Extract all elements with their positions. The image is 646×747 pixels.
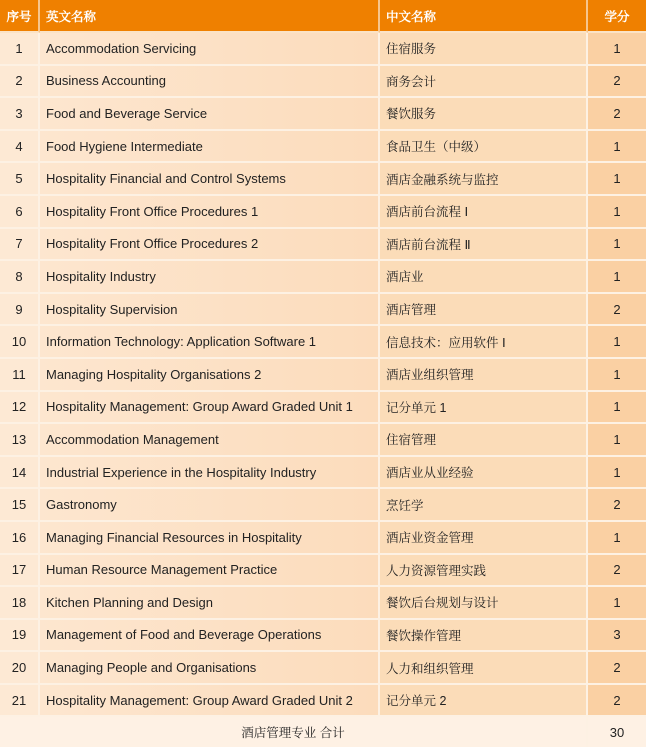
- table-row: [0, 359, 646, 392]
- row-credits: 1: [588, 424, 646, 457]
- row-index: 17: [0, 555, 40, 588]
- row-english-name: Food and Beverage Service: [40, 98, 380, 131]
- row-credits: 1: [588, 326, 646, 359]
- row-credits: 2: [588, 652, 646, 685]
- row-index: 1: [0, 33, 40, 66]
- table-row: [0, 163, 646, 196]
- row-index: 15: [0, 489, 40, 522]
- row-credits: 1: [588, 522, 646, 555]
- row-english-name: Managing Financial Resources in Hospitality: [40, 522, 380, 555]
- row-credits: 1: [588, 163, 646, 196]
- header-english-name: 英文名称: [40, 0, 380, 33]
- row-credits: 2: [588, 294, 646, 327]
- table-row: [0, 131, 646, 164]
- row-english-name: Accommodation Servicing: [40, 33, 380, 66]
- row-chinese-name: 记分单元 2: [380, 685, 588, 718]
- table-row: [0, 294, 646, 327]
- row-index: 16: [0, 522, 40, 555]
- row-index: 21: [0, 685, 40, 718]
- row-credits: 1: [588, 359, 646, 392]
- row-english-name: Managing People and Organisations: [40, 652, 380, 685]
- row-english-name: Information Technology: Application Software 1: [40, 326, 380, 359]
- row-english-name: Food Hygiene Intermediate: [40, 131, 380, 164]
- row-english-name: Hospitality Management: Group Award Graded Unit 1: [40, 392, 380, 425]
- row-chinese-name: 酒店金融系统与监控: [380, 163, 588, 196]
- row-chinese-name: 人力和组织管理: [380, 652, 588, 685]
- row-index: 8: [0, 261, 40, 294]
- row-credits: 2: [588, 66, 646, 99]
- row-english-name: Hospitality Front Office Procedures 2: [40, 229, 380, 262]
- row-credits: 1: [588, 196, 646, 229]
- row-index: 14: [0, 457, 40, 490]
- row-chinese-name: 酒店业从业经验: [380, 457, 588, 490]
- row-chinese-name: 住宿服务: [380, 33, 588, 66]
- row-chinese-name: 餐饮操作管理: [380, 620, 588, 653]
- row-chinese-name: 人力资源管理实践: [380, 555, 588, 588]
- row-index: 2: [0, 66, 40, 99]
- table-row: [0, 229, 646, 262]
- row-english-name: Management of Food and Beverage Operations: [40, 620, 380, 653]
- row-chinese-name: 食品卫生（中级）: [380, 131, 588, 164]
- row-credits: 2: [588, 98, 646, 131]
- row-credits: 1: [588, 131, 646, 164]
- row-index: 12: [0, 392, 40, 425]
- table-row: [0, 392, 646, 425]
- total-label: 酒店管理专业 合计: [0, 717, 588, 747]
- row-index: 6: [0, 196, 40, 229]
- row-english-name: Hospitality Management: Group Award Graded Unit 2: [40, 685, 380, 718]
- row-english-name: Hospitality Front Office Procedures 1: [40, 196, 380, 229]
- row-chinese-name: 酒店管理: [380, 294, 588, 327]
- row-chinese-name: 住宿管理: [380, 424, 588, 457]
- table-row: [0, 457, 646, 490]
- row-english-name: Industrial Experience in the Hospitality Industry: [40, 457, 380, 490]
- row-chinese-name: 酒店前台流程 Ⅱ: [380, 229, 588, 262]
- row-index: 10: [0, 326, 40, 359]
- row-index: 7: [0, 229, 40, 262]
- row-english-name: Managing Hospitality Organisations 2: [40, 359, 380, 392]
- row-index: 11: [0, 359, 40, 392]
- table-row: [0, 489, 646, 522]
- row-credits: 1: [588, 33, 646, 66]
- table-header-row: [0, 0, 646, 33]
- table-row: [0, 587, 646, 620]
- row-chinese-name: 餐饮后台规划与设计: [380, 587, 588, 620]
- table-row: [0, 652, 646, 685]
- header-index: 序号: [0, 0, 40, 33]
- header-chinese-name: 中文名称: [380, 0, 588, 33]
- row-index: 20: [0, 652, 40, 685]
- table-row: [0, 261, 646, 294]
- table-row: [0, 33, 646, 66]
- table-row: [0, 424, 646, 457]
- table-row: [0, 685, 646, 718]
- row-english-name: Business Accounting: [40, 66, 380, 99]
- row-credits: 3: [588, 620, 646, 653]
- row-english-name: Gastronomy: [40, 489, 380, 522]
- row-chinese-name: 餐饮服务: [380, 98, 588, 131]
- row-english-name: Hospitality Industry: [40, 261, 380, 294]
- row-credits: 2: [588, 555, 646, 588]
- row-index: 3: [0, 98, 40, 131]
- row-chinese-name: 烹饪学: [380, 489, 588, 522]
- header-credits: 学分: [588, 0, 646, 33]
- total-credits: 30: [588, 717, 646, 747]
- row-credits: 2: [588, 489, 646, 522]
- row-index: 5: [0, 163, 40, 196]
- table-row: [0, 326, 646, 359]
- row-credits: 1: [588, 457, 646, 490]
- row-chinese-name: 记分单元 1: [380, 392, 588, 425]
- table-row: [0, 196, 646, 229]
- row-english-name: Kitchen Planning and Design: [40, 587, 380, 620]
- row-chinese-name: 酒店业组织管理: [380, 359, 588, 392]
- row-chinese-name: 酒店业资金管理: [380, 522, 588, 555]
- table-row: [0, 522, 646, 555]
- row-english-name: Human Resource Management Practice: [40, 555, 380, 588]
- row-chinese-name: 商务会计: [380, 66, 588, 99]
- table-row: [0, 98, 646, 131]
- row-english-name: Hospitality Financial and Control Systems: [40, 163, 380, 196]
- row-chinese-name: 信息技术：应用软件 Ⅰ: [380, 326, 588, 359]
- row-credits: 1: [588, 392, 646, 425]
- row-credits: 2: [588, 685, 646, 718]
- row-chinese-name: 酒店前台流程 Ⅰ: [380, 196, 588, 229]
- row-chinese-name: 酒店业: [380, 261, 588, 294]
- row-credits: 1: [588, 229, 646, 262]
- row-index: 4: [0, 131, 40, 164]
- row-english-name: Accommodation Management: [40, 424, 380, 457]
- row-english-name: Hospitality Supervision: [40, 294, 380, 327]
- table-row: [0, 66, 646, 99]
- total-row: [0, 717, 646, 747]
- row-index: 9: [0, 294, 40, 327]
- row-credits: 1: [588, 261, 646, 294]
- row-index: 19: [0, 620, 40, 653]
- table-row: [0, 555, 646, 588]
- row-index: 13: [0, 424, 40, 457]
- row-credits: 1: [588, 587, 646, 620]
- table-row: [0, 620, 646, 653]
- row-index: 18: [0, 587, 40, 620]
